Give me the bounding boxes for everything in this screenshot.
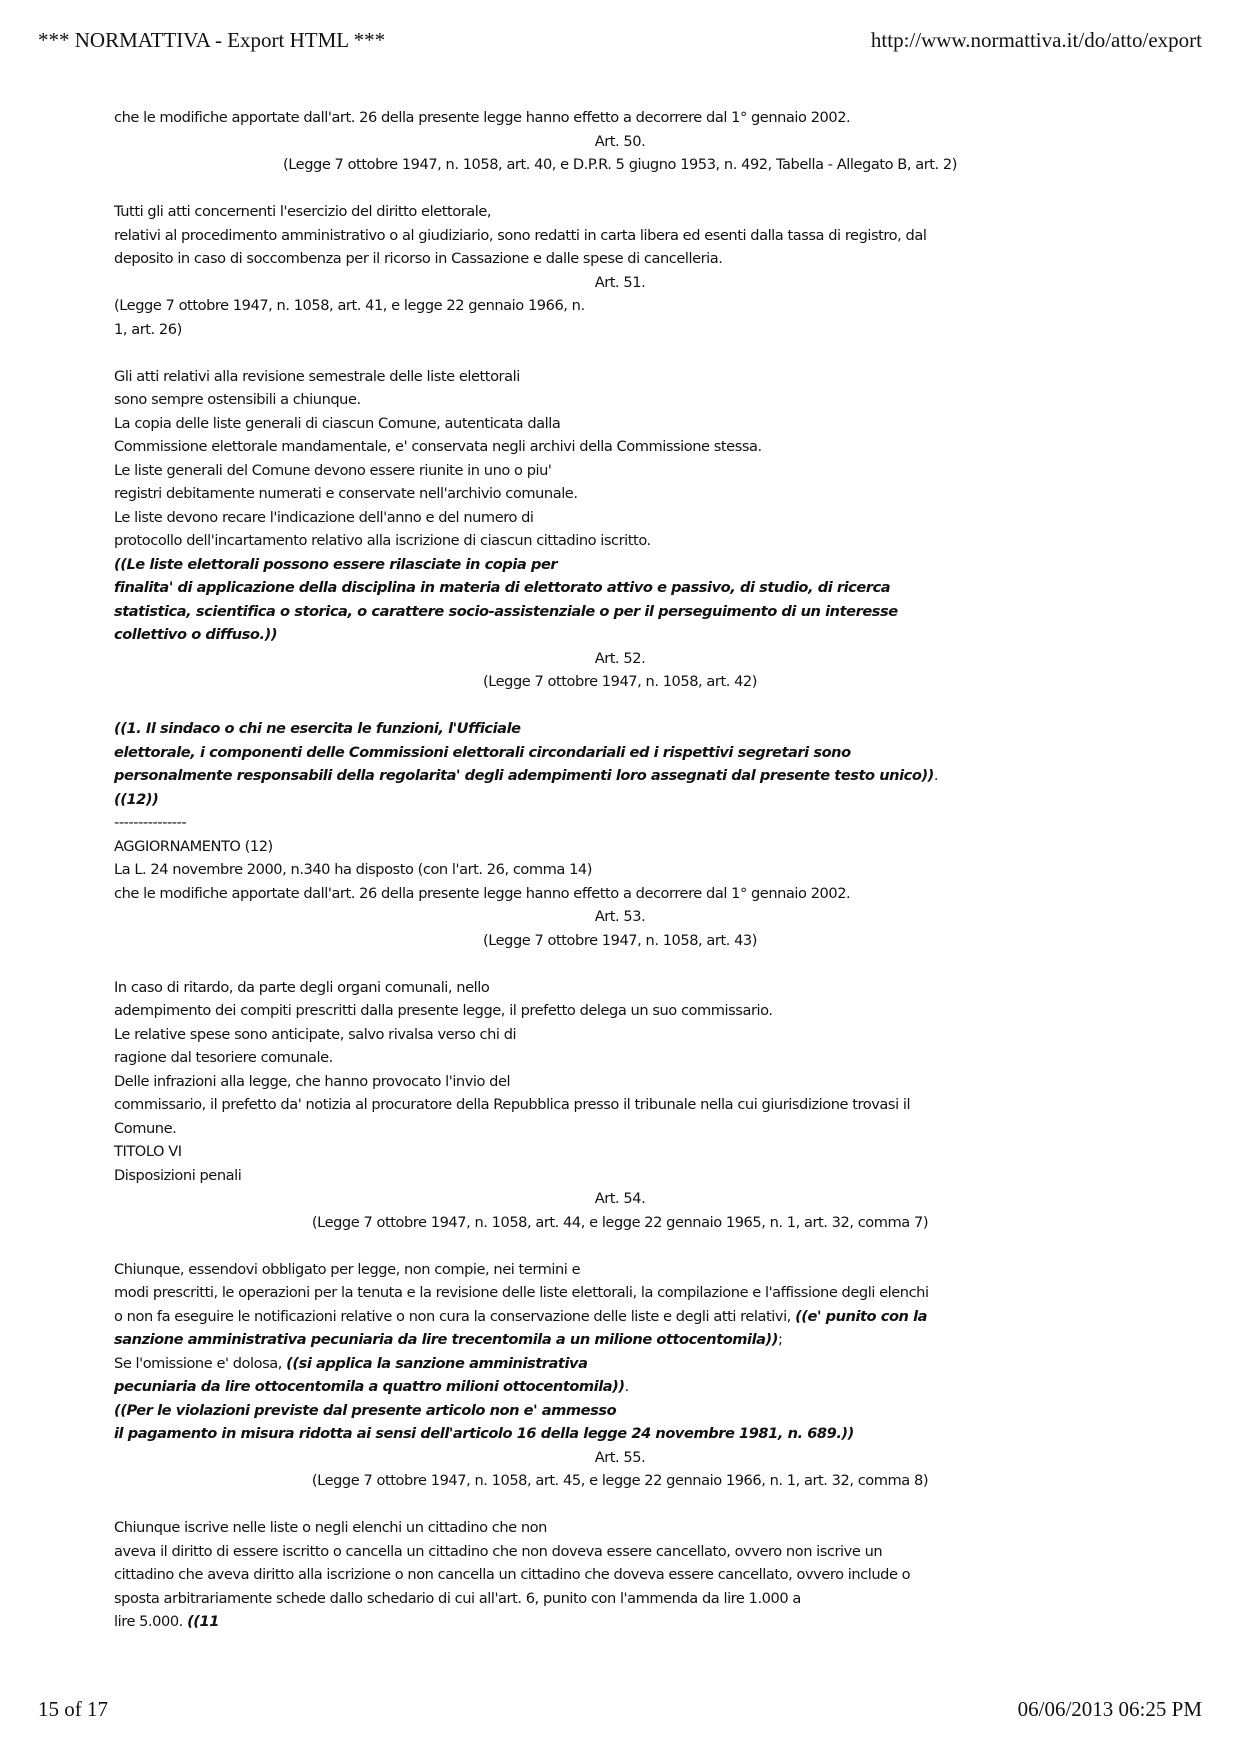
text-segment: Le liste devono recare l'indicazione dell'anno e del numero di xyxy=(114,508,534,526)
text-segment: TITOLO VI xyxy=(114,1143,182,1160)
text-segment: Gli atti relativi alla revisione semestrale delle liste elettorali xyxy=(114,367,520,385)
text-line xyxy=(114,788,1126,812)
text-line xyxy=(114,506,1126,530)
amended-text: collettivo o diffuso.)) xyxy=(114,626,278,643)
text-line xyxy=(114,224,1126,248)
text-line xyxy=(114,1070,1126,1094)
text-segment: ; xyxy=(778,1331,783,1348)
print-datetime: 06/06/2013 06:25 PM xyxy=(1017,1697,1202,1721)
amended-text: pecuniaria da lire ottocentomila a quattro milioni ottocentomila)) xyxy=(114,1378,625,1395)
text-segment: AGGIORNAMENTO (12) xyxy=(114,837,273,855)
text-line xyxy=(114,576,1126,600)
blank-line xyxy=(114,1234,1126,1258)
text-line xyxy=(114,1328,1126,1352)
text-segment: Chiunque, essendovi obbligato per legge, non compie, nei termini e xyxy=(114,1260,581,1278)
text-line xyxy=(114,835,1126,859)
text-segment: 1, art. 26) xyxy=(114,320,182,338)
text-segment: In caso di ritardo, da parte degli organi comunali, nello xyxy=(114,978,490,996)
amended-text: personalmente responsabili della regolarita' degli adempimenti loro assegnati dal presente testo unico)) xyxy=(114,767,934,784)
amended-text: ((1. Il sindaco o chi ne esercita le funzioni, l'Ufficiale xyxy=(114,720,521,737)
text-segment: (Legge 7 ottobre 1947, n. 1058, art. 44, e legge 22 gennaio 1965, n. 1, art. 32, comma 7) xyxy=(311,1213,929,1231)
text-segment: Le relative spese sono anticipate, salvo rivalsa verso chi di xyxy=(114,1025,517,1043)
text-segment: Le liste generali del Comune devono essere riunite in uno o piu' xyxy=(114,461,552,479)
text-segment: (Legge 7 ottobre 1947, n. 1058, art. 41, e legge 22 gennaio 1966, n. xyxy=(114,297,585,314)
text-line xyxy=(114,529,1126,553)
text-line xyxy=(114,1281,1126,1305)
text-segment: commissario, il prefetto da' notizia al procuratore della Repubblica presso il tribunale nella cui giurisdizione trovasi il xyxy=(114,1096,911,1113)
text-line xyxy=(114,1258,1126,1282)
text-line xyxy=(114,1305,1126,1329)
amended-text: statistica, scientifica o storica, o carattere socio-assistenziale o per il perseguimento di un interesse xyxy=(114,602,898,620)
text-line xyxy=(114,1375,1126,1399)
text-segment: aveva il diritto di essere iscritto o cancella un cittadino che non doveva essere cancellato, ovvero non iscrive un xyxy=(114,1542,883,1560)
text-segment: Delle infrazioni alla legge, che hanno provocato l'invio del xyxy=(114,1072,511,1090)
amended-text: ((12)) xyxy=(114,790,159,808)
amended-text: ((e' punito con la xyxy=(795,1307,928,1325)
text-segment: lire 5.000. xyxy=(114,1613,188,1630)
text-line xyxy=(114,600,1126,624)
text-line xyxy=(114,1610,1126,1634)
text-segment: La copia delle liste generali di ciascun Comune, autenticata dalla xyxy=(114,414,561,432)
text-segment: --------------- xyxy=(114,814,187,831)
text-segment: relativi al procedimento amministrativo o al giudiziario, sono redatti in carta libera ed esenti dalla tassa di registro, dal xyxy=(114,226,927,244)
text-line xyxy=(114,882,1126,906)
text-segment: modi prescritti, le operazioni per la tenuta e la revisione delle liste elettorali, la compilazione e l'affissione degli elenchi xyxy=(114,1284,929,1301)
text-line xyxy=(114,482,1126,506)
text-line xyxy=(114,976,1126,1000)
amended-text: ((Per le violazioni previste dal presente articolo non e' ammesso xyxy=(114,1401,617,1419)
text-segment: (Legge 7 ottobre 1947, n. 1058, art. 42) xyxy=(482,673,758,690)
text-segment: sposta arbitrariamente schede dallo schedario di cui all'art. 6, punito con l'ammenda da lire 1.000 a xyxy=(114,1589,801,1607)
amended-text: ((si applica la sanzione amministrativa xyxy=(286,1354,588,1372)
text-line xyxy=(114,1587,1126,1611)
article-heading-line xyxy=(0,1446,1240,1470)
text-line xyxy=(114,553,1126,577)
text-line xyxy=(114,1046,1126,1070)
text-segment: . xyxy=(624,1378,629,1395)
text-segment: Chiunque iscrive nelle liste o negli elenchi un cittadino che non xyxy=(114,1519,547,1536)
text-segment: Art. 52. xyxy=(594,649,646,667)
text-segment: La L. 24 novembre 2000, n.340 ha disposto (con l'art. 26, comma 14) xyxy=(114,861,593,878)
text-line xyxy=(114,1352,1126,1376)
amended-text: finalita' di applicazione della disciplina in materia di elettorato attivo e passivo, di studio, di ricerca xyxy=(114,579,891,596)
article-heading-line xyxy=(0,271,1240,295)
text-segment: Commissione elettorale mandamentale, e' conservata negli archivi della Commissione stessa. xyxy=(114,438,762,455)
text-segment: registri debitamente numerati e conservate nell'archivio comunale. xyxy=(114,485,578,502)
text-line xyxy=(114,106,1126,130)
amended-text: ((11 xyxy=(187,1613,219,1630)
text-segment: cittadino che aveva diritto alla iscrizione o non cancella un cittadino che doveva essere cancellato, ovvero include o xyxy=(114,1566,911,1583)
text-segment: deposito in caso di soccombenza per il ricorso in Cassazione e dalle spese di cancelleria. xyxy=(114,250,723,267)
text-line xyxy=(114,412,1126,436)
page-header-url: http://www.normattiva.it/do/atto/export xyxy=(870,28,1202,52)
text-line xyxy=(114,435,1126,459)
text-segment: che le modifiche apportate dall'art. 26 della presente legge hanno effetto a decorrere dal 1° gennaio 2002. xyxy=(114,109,851,126)
text-segment: (Legge 7 ottobre 1947, n. 1058, art. 45, e legge 22 gennaio 1966, n. 1, art. 32, comma 8) xyxy=(311,1472,929,1489)
text-line xyxy=(114,1117,1126,1141)
text-segment: o non fa eseguire le notificazioni relative o non cura la conservazione delle liste e degli atti relativi, xyxy=(114,1307,796,1325)
amended-text: sanzione amministrativa pecuniaria da lire trecentomila a un milione ottocentomila)) xyxy=(114,1331,778,1348)
text-line xyxy=(114,999,1126,1023)
article-heading-line xyxy=(0,929,1240,953)
text-line xyxy=(114,1516,1126,1540)
text-segment: Disposizioni penali xyxy=(114,1166,242,1184)
article-heading-line xyxy=(0,1211,1240,1235)
text-segment: Tutti gli atti concernenti l'esercizio del diritto elettorale, xyxy=(114,203,492,220)
blank-line xyxy=(114,1493,1126,1517)
text-line xyxy=(114,459,1126,483)
amended-text: ((Le liste elettorali possono essere rilasciate in copia per xyxy=(114,555,558,573)
article-heading-line xyxy=(0,1469,1240,1493)
text-line xyxy=(114,741,1126,765)
article-heading-line xyxy=(0,905,1240,929)
article-heading-line xyxy=(0,670,1240,694)
text-line xyxy=(114,247,1126,271)
text-segment: Comune. xyxy=(114,1119,177,1137)
text-line xyxy=(114,717,1126,741)
blank-line xyxy=(114,177,1126,201)
article-heading-line xyxy=(0,130,1240,154)
text-line xyxy=(114,1422,1126,1446)
text-segment: Se l'omissione e' dolosa, xyxy=(114,1354,287,1372)
blank-line xyxy=(114,694,1126,718)
blank-line xyxy=(114,952,1126,976)
page-number: 15 of 17 xyxy=(38,1697,108,1721)
text-line xyxy=(114,318,1126,342)
text-line xyxy=(114,623,1126,647)
text-segment: Art. 50. xyxy=(594,132,646,150)
text-line xyxy=(114,1563,1126,1587)
text-segment: . xyxy=(933,767,939,784)
text-segment: sono sempre ostensibili a chiunque. xyxy=(114,391,361,408)
article-heading-line xyxy=(0,153,1240,177)
article-heading-line xyxy=(0,647,1240,671)
text-line xyxy=(114,1140,1126,1164)
text-segment: Art. 55. xyxy=(594,1448,646,1466)
text-segment: adempimento dei compiti prescritti dalla presente legge, il prefetto delega un suo commissario. xyxy=(114,1002,773,1019)
text-segment: Art. 51. xyxy=(594,273,646,291)
page-header-title: *** NORMATTIVA - Export HTML *** xyxy=(38,28,386,52)
blank-line xyxy=(114,341,1126,365)
text-segment: Art. 53. xyxy=(594,908,646,925)
text-segment: (Legge 7 ottobre 1947, n. 1058, art. 43) xyxy=(482,931,758,949)
text-segment: protocollo dell'incartamento relativo alla iscrizione di ciascun cittadino iscritto. xyxy=(114,532,651,549)
article-heading-line xyxy=(0,1187,1240,1211)
text-segment: Art. 54. xyxy=(594,1190,646,1207)
document-body xyxy=(114,106,1126,1634)
text-line xyxy=(114,1023,1126,1047)
text-line xyxy=(114,1164,1126,1188)
text-line xyxy=(114,365,1126,389)
amended-text: il pagamento in misura ridotta ai sensi dell'articolo 16 della legge 24 novembre 1981, n. 689.)) xyxy=(114,1425,854,1442)
amended-text: elettorale, i componenti delle Commissioni elettorali circondariali ed i rispettivi segretari sono xyxy=(114,743,851,761)
text-line xyxy=(114,764,1126,788)
text-line xyxy=(114,1540,1126,1564)
text-line xyxy=(114,811,1126,835)
text-segment: che le modifiche apportate dall'art. 26 della presente legge hanno effetto a decorrere dal 1° gennaio 2002. xyxy=(114,884,851,902)
text-line xyxy=(114,388,1126,412)
text-line xyxy=(114,1399,1126,1423)
text-segment: ragione dal tesoriere comunale. xyxy=(114,1049,333,1066)
text-line xyxy=(114,294,1126,318)
text-line xyxy=(114,200,1126,224)
text-line xyxy=(114,1093,1126,1117)
text-line xyxy=(114,858,1126,882)
text-segment: (Legge 7 ottobre 1947, n. 1058, art. 40, e D.P.R. 5 giugno 1953, n. 492, Tabella - Allegato B, art. 2) xyxy=(283,156,957,173)
